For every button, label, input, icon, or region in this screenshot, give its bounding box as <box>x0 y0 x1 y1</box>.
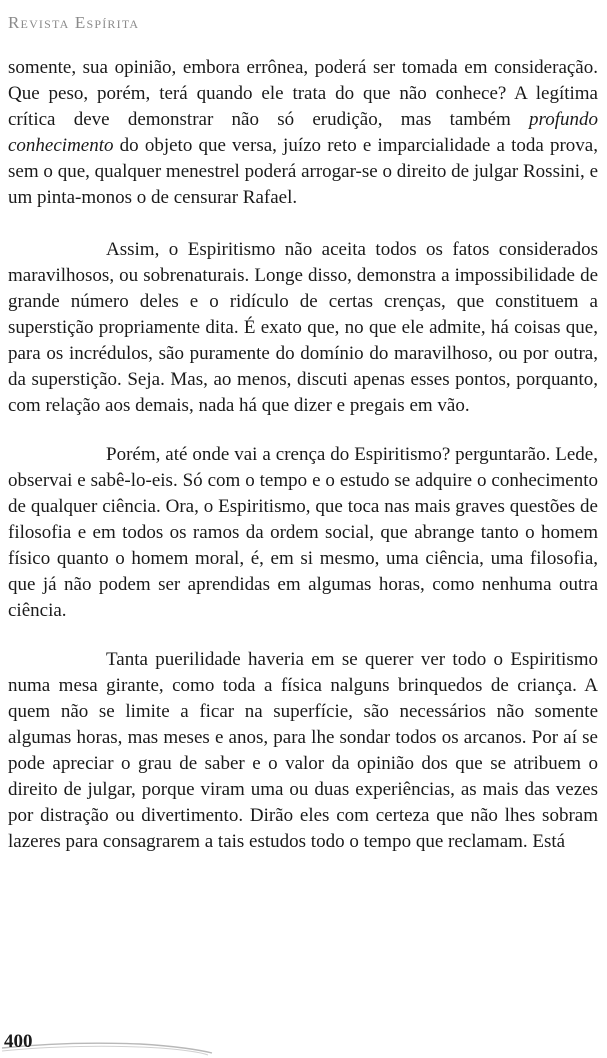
page-body <box>8 55 598 878</box>
page-footer <box>0 1024 607 1058</box>
paragraph-4-text: Tanta puerilidade haveria em se querer ver todo o Espiritismo numa mesa girante, como toda a física nalguns brinquedos de criança. A quem não se limite a ficar na superfície, são necessários não somente algumas horas, mas meses e anos, para lhe sondar todos os arcanos. Por aí se pode apreciar o grau de saber e o valor da opinião dos que se atribuem o direito de julgar, porque viram uma ou duas experiências, as mais das vezes por distração ou divertimento. Dirão eles com certeza que não lhes sobram lazeres para consagrarem a tais estudos todo o tempo que reclamam. Está <box>8 649 598 852</box>
paragraph-4 <box>8 647 598 855</box>
paragraph-1-text-start: somente, sua opinião, embora errônea, poderá ser tomada em consideração. Que peso, porém, terá quando ele trata do que não conhece? A legítima crítica deve demonstrar não só erudição, mas também <box>8 57 598 130</box>
running-header: Revista Espírita <box>8 13 140 32</box>
paragraph-3-text: Porém, até onde vai a crença do Espiritismo? perguntarão. Lede, observai e sabê-lo-eis. Só com o tempo e o estudo se adquire o conhecimento de qualquer ciência. Ora, o Espiritismo, que toca nas mais graves questões de filosofia e em todos os ramos da ordem social, que abrange tanto o homem físico quanto o homem moral, é, em si mesmo, uma ciência, uma filosofia, que já não podem ser aprendidas em algumas horas, como nenhuma outra ciência. <box>8 444 598 621</box>
emphasized-phrase: profundo conhecimento <box>8 109 598 156</box>
paragraph-1 <box>8 55 598 211</box>
decorative-swoosh <box>0 1024 220 1058</box>
paragraph-2-text: Assim, o Espiritismo não aceita todos os fatos considerados maravilhosos, ou sobrenaturais. Longe disso, demonstra a impossibilidade de grande número deles e o ridículo de certas crenças, que constituem a superstição propriamente dita. É exato que, no que ele admite, há coisas que, para os incrédulos, são puramente do domínio do maravilhoso, ou por outra, da superstição. Seja. Mas, ao menos, discuti apenas esses pontos, porquanto, com relação aos demais, nada há que dizer e pregais em vão. <box>8 239 598 416</box>
paragraph-1-text-end: do objeto que versa, juízo reto e imparcialidade a toda prova, sem o que, qualquer menestrel poderá arrogar-se o direito de julgar Rossini, e um pinta-monos o de censurar Rafael. <box>8 135 598 208</box>
paragraph-3 <box>8 442 598 624</box>
page-number: 400 <box>4 1031 33 1052</box>
paragraph-2 <box>8 237 598 419</box>
